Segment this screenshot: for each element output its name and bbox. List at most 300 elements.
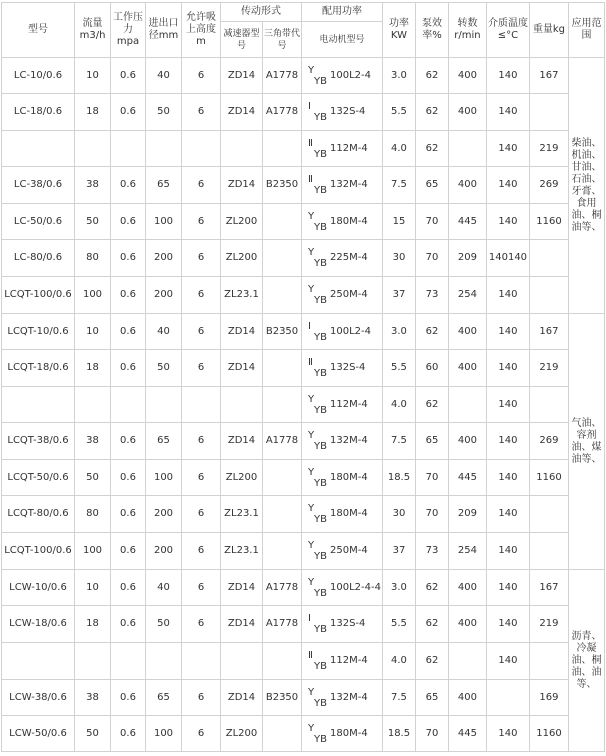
- cell-power: 37: [382, 277, 415, 314]
- cell-power: 5.5: [382, 606, 415, 643]
- motor-series-bottom: YB: [314, 661, 327, 672]
- cell-temp: 140: [486, 314, 529, 350]
- cell-temp: 140: [486, 204, 529, 240]
- cell-reducer: ZD14: [221, 570, 263, 606]
- cell-suction: [182, 131, 221, 167]
- header-temp: 介质温度≤°C: [486, 3, 529, 58]
- motor-wrap: [303, 247, 381, 269]
- motor-model: 100L2-4: [330, 325, 371, 337]
- cell-speed: 209: [448, 240, 486, 277]
- motor-series-bottom: YB: [314, 368, 327, 379]
- motor-series: [306, 138, 328, 160]
- cell-power: 15: [382, 204, 415, 240]
- motor-series-top: Y: [308, 540, 315, 551]
- table-row: [2, 643, 605, 680]
- cell-model: LC-38/0.6: [2, 167, 75, 204]
- motor-series-bottom: YB: [314, 514, 327, 525]
- cell-motor: [302, 204, 383, 240]
- cell-diameter: 50: [146, 350, 182, 387]
- motor-model: 180M-4: [330, 471, 368, 483]
- cell-efficiency: 62: [415, 606, 448, 643]
- motor-series: [306, 650, 328, 672]
- motor-series-top: Ⅰ: [308, 320, 311, 332]
- motor-series-bottom: YB: [314, 112, 327, 123]
- cell-pressure: 0.6: [111, 460, 146, 496]
- cell-power: 30: [382, 496, 415, 533]
- table-row: [2, 387, 605, 423]
- motor-model: 132S-4: [330, 106, 366, 117]
- cell-flow: [75, 131, 111, 167]
- cell-model: [2, 643, 75, 680]
- motor-series: [306, 174, 328, 196]
- cell-reducer: ZL23.1: [221, 277, 263, 314]
- cell-application: 沥青、冷凝油、桐油、油等、: [568, 570, 604, 752]
- cell-flow: 100: [75, 533, 111, 570]
- cell-model: LC-18/0.6: [2, 94, 75, 131]
- cell-motor: [302, 460, 383, 496]
- motor-series-top: Ⅱ: [308, 174, 313, 185]
- cell-reducer: ZL200: [221, 716, 263, 752]
- cell-speed: 400: [448, 570, 486, 606]
- header-flow: 流量m3/h: [75, 3, 111, 58]
- cell-diameter: 40: [146, 58, 182, 94]
- cell-flow: 100: [75, 277, 111, 314]
- cell-flow: 50: [75, 460, 111, 496]
- cell-weight: 269: [529, 167, 568, 204]
- cell-speed: 445: [448, 460, 486, 496]
- cell-speed: 445: [448, 204, 486, 240]
- motor-series: [306, 430, 328, 452]
- cell-diameter: 65: [146, 167, 182, 204]
- motor-model: 132M-4: [330, 435, 368, 446]
- cell-temp: 140: [486, 570, 529, 606]
- cell-model: LC-50/0.6: [2, 204, 75, 240]
- cell-motor: [302, 606, 383, 643]
- header-pressure: 工作压力mpa: [111, 3, 146, 58]
- cell-flow: [75, 643, 111, 680]
- cell-diameter: 100: [146, 204, 182, 240]
- motor-model: 180M-4: [330, 508, 368, 519]
- cell-weight: [529, 643, 568, 680]
- cell-speed: 400: [448, 423, 486, 460]
- cell-flow: 10: [75, 58, 111, 94]
- cell-diameter: 50: [146, 94, 182, 131]
- cell-efficiency: 60: [415, 350, 448, 387]
- motor-series-top: Y: [308, 284, 315, 295]
- cell-belt: [263, 533, 302, 570]
- motor-series-top: Y: [308, 430, 315, 441]
- motor-wrap: [303, 430, 381, 452]
- cell-model: LC-80/0.6: [2, 240, 75, 277]
- cell-temp: 140140: [486, 240, 529, 277]
- cell-pressure: 0.6: [111, 570, 146, 606]
- cell-diameter: 200: [146, 277, 182, 314]
- cell-suction: 6: [182, 350, 221, 387]
- cell-pressure: 0.6: [111, 277, 146, 314]
- motor-wrap: [303, 284, 381, 306]
- cell-flow: 80: [75, 240, 111, 277]
- motor-series-top: Ⅰ: [308, 101, 311, 112]
- motor-series: [306, 321, 328, 343]
- motor-series: [306, 613, 328, 635]
- cell-efficiency: 70: [415, 204, 448, 240]
- motor-wrap: [303, 650, 381, 672]
- motor-series: [306, 101, 328, 123]
- cell-speed: 400: [448, 167, 486, 204]
- cell-reducer: ZD14: [221, 314, 263, 350]
- cell-reducer: ZL200: [221, 460, 263, 496]
- motor-series-bottom: YB: [314, 733, 327, 745]
- cell-pressure: [111, 387, 146, 423]
- motor-wrap: [303, 540, 381, 562]
- cell-power: 7.5: [382, 423, 415, 460]
- motor-wrap: [303, 394, 381, 416]
- motor-model: 112M-4: [330, 655, 368, 666]
- cell-pressure: 0.6: [111, 350, 146, 387]
- cell-suction: 6: [182, 606, 221, 643]
- cell-reducer: [221, 131, 263, 167]
- motor-series-bottom: YB: [314, 221, 327, 233]
- motor-model: 100L2-4: [330, 69, 371, 81]
- cell-temp: 140: [486, 167, 529, 204]
- motor-series-bottom: YB: [314, 148, 327, 160]
- cell-efficiency: 62: [415, 314, 448, 350]
- motor-model: 132M-4: [330, 179, 368, 190]
- motor-wrap: [303, 174, 381, 196]
- header-application: 应用范围: [568, 3, 604, 58]
- cell-diameter: 65: [146, 680, 182, 716]
- cell-temp: 140: [486, 131, 529, 167]
- cell-flow: 38: [75, 680, 111, 716]
- cell-diameter: 40: [146, 570, 182, 606]
- cell-weight: 1160: [529, 204, 568, 240]
- motor-wrap: [303, 138, 381, 160]
- cell-suction: 6: [182, 240, 221, 277]
- cell-speed: 400: [448, 314, 486, 350]
- table-row: [2, 314, 605, 350]
- cell-diameter: 100: [146, 716, 182, 752]
- cell-efficiency: 65: [415, 167, 448, 204]
- cell-weight: 1160: [529, 716, 568, 752]
- motor-series-bottom: YB: [314, 404, 327, 416]
- cell-motor: [302, 94, 383, 131]
- cell-model: LCQT-100/0.6: [2, 277, 75, 314]
- cell-model: LCW-50/0.6: [2, 716, 75, 752]
- cell-weight: 167: [529, 314, 568, 350]
- cell-pressure: 0.6: [111, 680, 146, 716]
- cell-efficiency: 65: [415, 423, 448, 460]
- cell-power: 3.0: [382, 570, 415, 606]
- cell-temp: 140: [486, 94, 529, 131]
- cell-belt: A1778: [263, 94, 302, 131]
- cell-weight: 167: [529, 58, 568, 94]
- motor-wrap: [303, 577, 381, 599]
- table-row: [2, 570, 605, 606]
- cell-power: 37: [382, 533, 415, 570]
- cell-weight: 1160: [529, 460, 568, 496]
- cell-speed: 400: [448, 58, 486, 94]
- cell-temp: 140: [486, 277, 529, 314]
- cell-reducer: ZL200: [221, 240, 263, 277]
- motor-series-bottom: YB: [314, 75, 327, 87]
- cell-motor: [302, 277, 383, 314]
- motor-series-bottom: YB: [314, 587, 327, 599]
- motor-series: [306, 467, 328, 489]
- motor-series-top: Ⅱ: [308, 137, 313, 149]
- cell-pressure: [111, 131, 146, 167]
- cell-motor: [302, 533, 383, 570]
- header-belt: 三角带代号: [263, 22, 302, 58]
- cell-temp: 140: [486, 387, 529, 423]
- cell-temp: [486, 680, 529, 716]
- cell-pressure: 0.6: [111, 58, 146, 94]
- motor-model: 132S-4: [330, 618, 366, 629]
- cell-belt: [263, 643, 302, 680]
- table-row: [2, 606, 605, 643]
- cell-flow: 18: [75, 350, 111, 387]
- motor-series-top: Ⅰ: [308, 613, 311, 624]
- cell-temp: 140: [486, 423, 529, 460]
- cell-reducer: [221, 643, 263, 680]
- cell-reducer: ZD14: [221, 350, 263, 387]
- cell-speed: 254: [448, 277, 486, 314]
- cell-diameter: 200: [146, 496, 182, 533]
- cell-suction: 6: [182, 423, 221, 460]
- cell-suction: 6: [182, 460, 221, 496]
- cell-efficiency: 62: [415, 643, 448, 680]
- table-row: [2, 58, 605, 94]
- cell-temp: 140: [486, 496, 529, 533]
- cell-motor: [302, 350, 383, 387]
- cell-belt: [263, 496, 302, 533]
- motor-series-top: Ⅱ: [308, 650, 313, 661]
- cell-belt: [263, 460, 302, 496]
- table-row: [2, 277, 605, 314]
- cell-model: LCW-10/0.6: [2, 570, 75, 606]
- cell-temp: 140: [486, 350, 529, 387]
- cell-pressure: 0.6: [111, 533, 146, 570]
- cell-efficiency: 70: [415, 240, 448, 277]
- motor-model: 180M-4: [330, 215, 368, 227]
- cell-speed: [448, 387, 486, 423]
- cell-belt: [263, 277, 302, 314]
- cell-temp: 140: [486, 606, 529, 643]
- motor-series: [306, 503, 328, 525]
- cell-reducer: ZL23.1: [221, 533, 263, 570]
- table-row: [2, 460, 605, 496]
- cell-suction: 6: [182, 277, 221, 314]
- cell-diameter: 200: [146, 240, 182, 277]
- cell-reducer: [221, 387, 263, 423]
- motor-model: 250M-4: [330, 545, 368, 556]
- cell-model: [2, 387, 75, 423]
- motor-wrap: [303, 211, 381, 233]
- cell-belt: [263, 350, 302, 387]
- cell-power: 18.5: [382, 716, 415, 752]
- cell-belt: A1778: [263, 570, 302, 606]
- header-transmission: 传动形式: [221, 3, 302, 22]
- cell-efficiency: 70: [415, 496, 448, 533]
- header-diameter: 进出口径mm: [146, 3, 182, 58]
- motor-series-top: Y: [308, 210, 315, 222]
- cell-pressure: 0.6: [111, 240, 146, 277]
- cell-suction: 6: [182, 204, 221, 240]
- motor-series-bottom: YB: [314, 551, 327, 562]
- cell-belt: A1778: [263, 423, 302, 460]
- cell-power: 4.0: [382, 387, 415, 423]
- cell-diameter: [146, 131, 182, 167]
- header-speed: 转数r/min: [448, 3, 486, 58]
- cell-suction: 6: [182, 314, 221, 350]
- cell-power: 4.0: [382, 643, 415, 680]
- table-row: [2, 716, 605, 752]
- motor-model: 225M-4: [330, 252, 368, 263]
- cell-power: 7.5: [382, 680, 415, 716]
- cell-motor: [302, 240, 383, 277]
- motor-series-bottom: YB: [314, 697, 327, 709]
- motor-series: [306, 687, 328, 709]
- cell-power: 4.0: [382, 131, 415, 167]
- cell-model: LCW-38/0.6: [2, 680, 75, 716]
- cell-efficiency: 62: [415, 387, 448, 423]
- cell-model: LCQT-10/0.6: [2, 314, 75, 350]
- motor-wrap: [303, 503, 381, 525]
- cell-efficiency: 62: [415, 58, 448, 94]
- table-row: [2, 423, 605, 460]
- motor-series: [306, 394, 328, 416]
- cell-belt: [263, 240, 302, 277]
- cell-model: [2, 131, 75, 167]
- cell-efficiency: 62: [415, 131, 448, 167]
- header-reducer: 减速器型号: [221, 22, 263, 58]
- cell-temp: 140: [486, 533, 529, 570]
- cell-pressure: 0.6: [111, 94, 146, 131]
- motor-series-top: Y: [308, 722, 315, 734]
- motor-series: [306, 211, 328, 233]
- cell-motor: [302, 680, 383, 716]
- motor-series-top: Y: [308, 503, 315, 514]
- motor-series-top: Y: [308, 686, 315, 698]
- cell-application: 柴油、机油、甘油、石油、牙膏、食用油、桐油等、: [568, 58, 604, 314]
- cell-efficiency: 62: [415, 94, 448, 131]
- motor-wrap: [303, 613, 381, 635]
- cell-flow: 50: [75, 204, 111, 240]
- motor-series: [306, 723, 328, 745]
- cell-speed: 400: [448, 606, 486, 643]
- cell-motor: [302, 570, 383, 606]
- cell-flow: 38: [75, 167, 111, 204]
- motor-series-top: Y: [308, 393, 315, 405]
- motor-series: [306, 540, 328, 562]
- cell-efficiency: 65: [415, 680, 448, 716]
- motor-series: [306, 247, 328, 269]
- header-efficiency: 泵效率%: [415, 3, 448, 58]
- cell-reducer: ZD14: [221, 423, 263, 460]
- cell-model: LCQT-50/0.6: [2, 460, 75, 496]
- cell-suction: 6: [182, 496, 221, 533]
- motor-series-top: Y: [308, 64, 315, 76]
- cell-weight: 219: [529, 606, 568, 643]
- table-row: [2, 94, 605, 131]
- cell-speed: 445: [448, 716, 486, 752]
- header-power-group: 配用功率: [302, 3, 383, 22]
- cell-suction: 6: [182, 716, 221, 752]
- cell-weight: [529, 94, 568, 131]
- cell-weight: [529, 387, 568, 423]
- cell-efficiency: 73: [415, 277, 448, 314]
- motor-series: [306, 284, 328, 306]
- cell-flow: 18: [75, 606, 111, 643]
- cell-motor: [302, 423, 383, 460]
- cell-motor: [302, 131, 383, 167]
- cell-motor: [302, 314, 383, 350]
- motor-series: [306, 65, 328, 87]
- motor-wrap: [303, 357, 381, 379]
- cell-efficiency: 62: [415, 570, 448, 606]
- cell-pressure: 0.6: [111, 167, 146, 204]
- cell-temp: 140: [486, 58, 529, 94]
- cell-pressure: 0.6: [111, 204, 146, 240]
- header-motor: 电动机型号: [302, 22, 383, 58]
- cell-diameter: 100: [146, 460, 182, 496]
- cell-power: 18.5: [382, 460, 415, 496]
- cell-pressure: 0.6: [111, 716, 146, 752]
- cell-belt: A1778: [263, 606, 302, 643]
- cell-speed: [448, 643, 486, 680]
- cell-flow: 38: [75, 423, 111, 460]
- motor-series-top: Y: [308, 247, 315, 258]
- table-row: [2, 131, 605, 167]
- cell-suction: [182, 387, 221, 423]
- cell-belt: [263, 387, 302, 423]
- motor-wrap: [303, 467, 381, 489]
- cell-belt: A1778: [263, 58, 302, 94]
- cell-reducer: ZL23.1: [221, 496, 263, 533]
- cell-motor: [302, 58, 383, 94]
- cell-power: 5.5: [382, 94, 415, 131]
- motor-series-bottom: YB: [314, 258, 327, 269]
- cell-belt: B2350: [263, 680, 302, 716]
- motor-series-top: Y: [308, 576, 315, 588]
- cell-pressure: 0.6: [111, 314, 146, 350]
- cell-temp: 140: [486, 460, 529, 496]
- table-row: [2, 533, 605, 570]
- motor-model: 112M-4: [330, 398, 368, 410]
- cell-diameter: 200: [146, 533, 182, 570]
- cell-temp: 140: [486, 643, 529, 680]
- cell-power: 7.5: [382, 167, 415, 204]
- cell-efficiency: 73: [415, 533, 448, 570]
- cell-speed: 400: [448, 680, 486, 716]
- motor-model: 112M-4: [330, 142, 368, 154]
- motor-model: 132M-4: [330, 691, 368, 703]
- cell-pressure: 0.6: [111, 496, 146, 533]
- table-row: [2, 680, 605, 716]
- cell-flow: 18: [75, 94, 111, 131]
- cell-pressure: [111, 643, 146, 680]
- cell-efficiency: 70: [415, 460, 448, 496]
- cell-belt: B2350: [263, 167, 302, 204]
- cell-weight: 219: [529, 131, 568, 167]
- cell-weight: 169: [529, 680, 568, 716]
- cell-weight: 269: [529, 423, 568, 460]
- table-row: [2, 204, 605, 240]
- motor-series-top: Y: [308, 466, 315, 478]
- cell-motor: [302, 643, 383, 680]
- cell-speed: [448, 131, 486, 167]
- cell-power: 30: [382, 240, 415, 277]
- table-row: [2, 496, 605, 533]
